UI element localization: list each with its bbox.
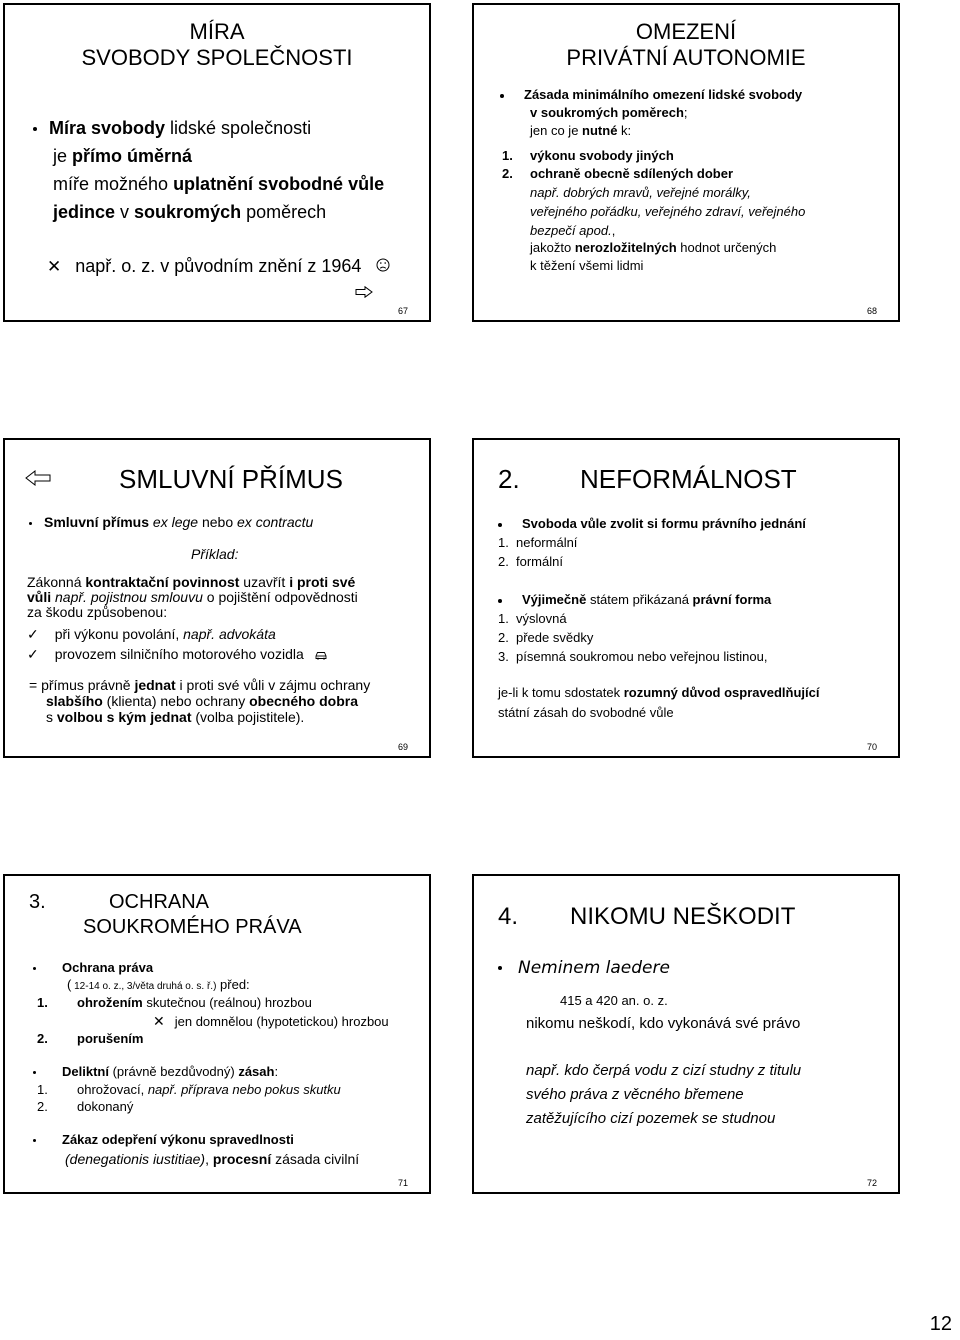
slide-68-title xyxy=(474,19,898,71)
bullet-dot xyxy=(33,967,36,970)
line-3: míře možného uplatnění svobodné vůle xyxy=(53,174,385,194)
bullet-2: Deliktní (právně bezdůvodný) zásah: xyxy=(33,1064,278,1080)
slide-71 xyxy=(3,874,431,1194)
bullet-dot xyxy=(498,523,502,527)
equals-line-1: = přímus právně jednat i proti své vůli v zájmu ochrany xyxy=(29,677,371,693)
arrow-left-icon xyxy=(25,470,51,491)
list-2-item-3: 3. písemná soukromou nebo veřejnou listinou, xyxy=(498,649,768,664)
example-line-2: svého práva z věcného břemene xyxy=(526,1086,744,1103)
value-line-1: jakožto nerozložitelných hodnot určených xyxy=(530,240,777,255)
rule-line: nikomu neškodí, kdo vykonává své právo xyxy=(526,1015,801,1032)
equals-line-3: s volbou s kým jednat (volba pojistitele). xyxy=(46,709,305,725)
bullet-1: Smluvní přímus ex lege nebo ex contractu xyxy=(29,514,313,531)
bullet-1: Ochrana práva xyxy=(33,960,153,976)
reason-line-1: je-li k tomu sdostatek rozumný důvod ospravedlňující xyxy=(498,685,820,700)
slide-number: 69 xyxy=(398,742,409,752)
slide-72-title: 4. NIKOMU NEŠKODIT xyxy=(498,903,796,930)
bullet-dot xyxy=(33,1139,36,1142)
principle-line-2: v soukromých poměrech; xyxy=(530,105,688,120)
title-line-2: SVOBODY SPOLEČNOSTI xyxy=(81,45,353,70)
slide-number: 72 xyxy=(867,1178,878,1188)
slide-number: 71 xyxy=(398,1178,409,1188)
slide-69-title: SMLUVNÍ PŘÍMUS xyxy=(119,464,343,494)
duty-line-2: vůli např. pojistnou smlouvu o pojištění odpovědnosti xyxy=(27,589,358,605)
list-2-item-2: 2. přede svědky xyxy=(498,630,594,645)
bullet-dot xyxy=(498,599,502,603)
list-item-1-alt: ✕ jen domnělou (hypotetickou) hrozbou xyxy=(153,1013,389,1029)
slide-70 xyxy=(472,438,900,758)
legal-reference: 415 a 420 an. o. z. xyxy=(560,993,668,1008)
example-label: Příklad: xyxy=(191,546,239,562)
title-line-1: MÍRA xyxy=(189,19,245,44)
example-line-3: zatěžujícího cizí pozemek se studnou xyxy=(526,1110,776,1127)
arrow-right-icon xyxy=(355,285,373,303)
bullet-dot xyxy=(33,1071,36,1074)
checkmark-icon: ✓ xyxy=(27,646,39,662)
slide-number: 70 xyxy=(867,742,878,752)
bullet-dot xyxy=(33,127,37,131)
bullet-3-line-2: (denegationis iustitiae), procesní zásada civilní xyxy=(65,1151,360,1167)
example-line-1: např. kdo čerpá vodu z cizí studny z titulu xyxy=(526,1062,802,1079)
slide-69 xyxy=(3,438,431,758)
list-item-2: 2. ochraně obecně sdílených dober xyxy=(502,166,733,181)
value-line-2: k těžení všemi lidmi xyxy=(530,258,644,273)
check-item-2: ✓ provozem silničního motorového vozidla xyxy=(27,646,328,664)
bullet-1: Svoboda vůle zvolit si formu právního jednání xyxy=(498,516,806,532)
slide-68 xyxy=(472,3,900,322)
list-item-1: 1. výkonu svobody jiných xyxy=(502,148,674,163)
check-item-1: ✓ při výkonu povolání, např. advokáta xyxy=(27,626,276,642)
slide-67-title xyxy=(5,19,429,71)
bullet-2: Výjimečně státem přikázaná právní forma xyxy=(498,592,771,608)
slide-67 xyxy=(3,3,431,322)
cross-icon: ✕ xyxy=(47,257,62,276)
reason-line-2: státní zásah do svobodné vůle xyxy=(498,705,674,720)
list-1-item-1: 1. neformální xyxy=(498,535,578,550)
title-line-2: PRIVÁTNÍ AUTONOMIE xyxy=(566,45,806,70)
title-line-1: OMEZENÍ xyxy=(635,19,737,44)
cross-icon: ✕ xyxy=(153,1013,165,1029)
principle-line-3: jen co je nutné k: xyxy=(530,123,632,138)
bullet-1: Míra svobody lidské společnosti xyxy=(33,117,311,139)
equals-line-2: slabšího (klienta) nebo ochrany obecného dobra xyxy=(46,693,359,709)
example-line-1: např. dobrých mravů, veřejné morálky, xyxy=(530,185,751,200)
bullet-dot xyxy=(29,522,32,525)
list-1-item-2: 2. formální xyxy=(498,554,563,569)
slide-number: 68 xyxy=(867,306,878,316)
sad-face-icon xyxy=(376,255,390,277)
slide-70-title: 2. NEFORMÁLNOST xyxy=(498,464,797,494)
line-4: jedince v soukromých poměrech xyxy=(53,202,327,222)
duty-line-3: za škodu způsobenou: xyxy=(27,604,168,620)
list-item-1: 1. ohrožením skutečnou (reálnou) hrozbou xyxy=(37,995,312,1010)
example-line-2: veřejného pořádku, veřejného zdraví, veřejného xyxy=(530,204,806,219)
list-item-2: 2. porušením xyxy=(37,1031,144,1046)
x-line: ✕ např. o. z. v původním znění z 1964 xyxy=(47,255,390,278)
line-2: je přímo úměrná xyxy=(53,146,193,166)
slide-71-title-line-2: SOUKROMÉHO PRÁVA xyxy=(83,916,302,938)
slide-number: 67 xyxy=(398,306,409,316)
example-line-3: bezpečí apod., xyxy=(530,223,616,238)
bullet-1: Neminem laedere xyxy=(498,956,670,979)
bullet-3: Zákaz odepření výkonu spravedlnosti xyxy=(33,1132,294,1148)
page-number: 12 xyxy=(929,1313,952,1335)
checkmark-icon: ✓ xyxy=(27,626,39,642)
bullet-dot xyxy=(500,94,504,98)
delict-item-2: 2. dokonaný xyxy=(37,1099,134,1114)
bullet-dot xyxy=(498,966,502,970)
list-2-item-1: 1. výslovná xyxy=(498,611,567,626)
slide-71-title: 3. OCHRANA xyxy=(29,891,210,913)
paragraph-ref: ( 12-14 o. z., 3/věta druhá o. s. ř.) před: xyxy=(67,977,250,992)
delict-item-1: 1. ohrožovací, např. příprava nebo pokus skutku xyxy=(37,1082,341,1097)
car-icon xyxy=(314,647,328,664)
duty-line-1: Zákonná kontraktační povinnost uzavřít i proti své xyxy=(27,574,356,590)
principle: Zásada minimálního omezení lidské svobody xyxy=(500,87,802,103)
slide-72 xyxy=(472,874,900,1194)
